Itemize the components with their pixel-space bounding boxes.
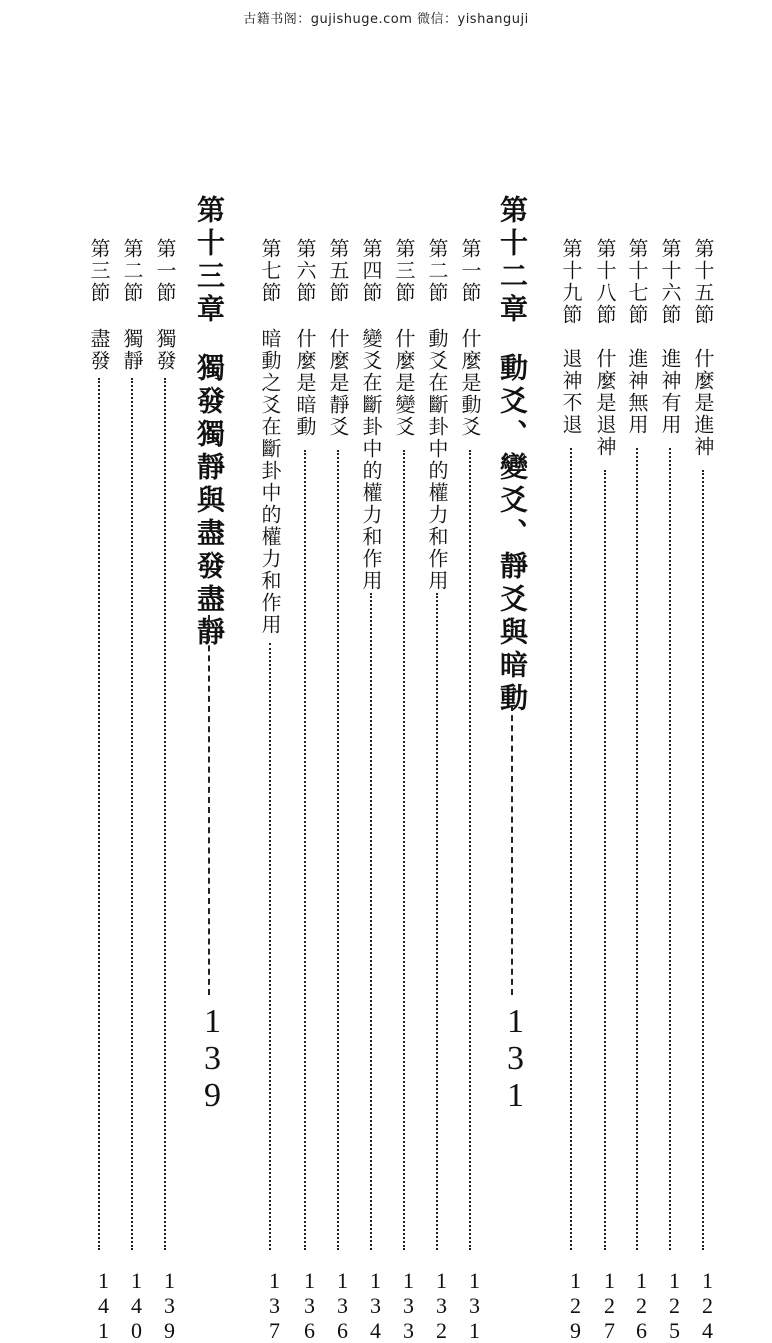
section-title: 什麼是暗動	[293, 328, 317, 438]
page-number: 139	[157, 1268, 182, 1343]
section-number: 第一節	[458, 238, 482, 304]
dot-leader	[269, 643, 271, 1250]
page-number: 137	[262, 1268, 287, 1343]
dot-leader	[304, 450, 306, 1250]
section-title: 什麼是變爻	[392, 328, 416, 438]
section-title: 什麼是靜爻	[326, 328, 350, 438]
toc-entry-ch12-s16[interactable]	[655, 238, 687, 1343]
section-title: 什麼是退神	[593, 348, 617, 458]
toc-entry-ch12-s4[interactable]	[356, 238, 388, 1343]
page-number: 131	[462, 1268, 487, 1343]
section-number: 第三節	[392, 238, 416, 304]
section-number: 第十六節	[658, 238, 682, 326]
section-number: 第十八節	[593, 238, 617, 326]
page-number: 140	[124, 1268, 149, 1343]
dot-leader	[469, 450, 471, 1250]
dot-leader	[337, 450, 339, 1250]
toc-entry-ch13-s1[interactable]	[150, 238, 182, 1343]
toc-entry-ch13-s2[interactable]	[117, 238, 149, 1343]
page-number: 125	[662, 1268, 687, 1343]
dot-leader	[436, 593, 438, 1250]
section-number: 第一節	[153, 238, 177, 304]
section-number: 第十五節	[691, 238, 715, 326]
section-number: 第七節	[258, 238, 282, 304]
chapter-title: 獨發獨靜與盡發盡靜	[193, 353, 226, 650]
dot-leader	[403, 450, 405, 1250]
toc-entry-ch12-s3[interactable]	[389, 238, 421, 1343]
section-title: 獨靜	[120, 328, 144, 372]
toc-entry-ch12-s1[interactable]	[455, 238, 487, 1343]
dot-leader	[570, 448, 572, 1250]
dot-leader	[604, 470, 606, 1250]
section-title: 變爻在斷卦中的權力和作用	[359, 328, 383, 592]
toc-entry-ch12-s19[interactable]	[556, 238, 588, 1343]
page-number: 131	[497, 1003, 534, 1114]
section-number: 第十九節	[559, 238, 583, 326]
dot-leader	[370, 593, 372, 1250]
toc-chapter-12[interactable]	[492, 195, 534, 1114]
section-title: 動爻在斷卦中的權力和作用	[425, 328, 449, 592]
section-title: 盡發	[87, 328, 111, 372]
section-title: 什麼是動爻	[458, 328, 482, 438]
section-title: 進神有用	[658, 348, 682, 436]
toc-entry-ch12-s6[interactable]	[290, 238, 322, 1343]
dot-leader	[702, 470, 704, 1250]
dot-leader	[98, 378, 100, 1250]
dot-leader	[636, 448, 638, 1250]
page-number: 134	[363, 1268, 388, 1343]
page-number: 136	[330, 1268, 355, 1343]
dot-leader	[669, 448, 671, 1250]
section-title: 暗動之爻在斷卦中的權力和作用	[258, 328, 282, 636]
section-title: 獨發	[153, 328, 177, 372]
section-number: 第二節	[425, 238, 449, 304]
page-number: 126	[629, 1268, 654, 1343]
section-number: 第十七節	[625, 238, 649, 326]
chapter-number: 第十三章	[193, 195, 226, 327]
section-title: 進神無用	[625, 348, 649, 436]
toc-chapter-13[interactable]	[189, 195, 231, 1114]
page-number: 139	[194, 1003, 231, 1114]
toc-entry-ch12-s7[interactable]	[255, 238, 287, 1343]
page-number: 129	[563, 1268, 588, 1343]
page-number: 127	[597, 1268, 622, 1343]
dash-leader	[511, 705, 513, 995]
section-number: 第四節	[359, 238, 383, 304]
section-number: 第三節	[87, 238, 111, 304]
page-number: 136	[297, 1268, 322, 1343]
chapter-title: 動爻、變爻、靜爻與暗動	[496, 353, 529, 716]
section-number: 第六節	[293, 238, 317, 304]
section-number: 第二節	[120, 238, 144, 304]
section-title: 退神不退	[559, 348, 583, 436]
dash-leader	[208, 615, 210, 995]
toc-entry-ch13-s3[interactable]	[84, 238, 116, 1343]
page-number: 133	[396, 1268, 421, 1343]
section-title: 什麼是進神	[691, 348, 715, 458]
dot-leader	[164, 378, 166, 1250]
chapter-number: 第十二章	[496, 195, 529, 327]
page-number: 132	[429, 1268, 454, 1343]
toc-entry-ch12-s2[interactable]	[422, 238, 454, 1343]
watermark: 古籍书阁：gujishuge.com 微信：yishanguji	[243, 12, 529, 27]
toc-entry-ch12-s17[interactable]	[622, 238, 654, 1343]
page-number: 141	[91, 1268, 116, 1343]
section-number: 第五節	[326, 238, 350, 304]
toc-entry-ch12-s18[interactable]	[590, 238, 622, 1343]
toc-entry-ch12-s15[interactable]	[688, 238, 720, 1343]
dot-leader	[131, 378, 133, 1250]
toc-entry-ch12-s5[interactable]	[323, 238, 355, 1343]
page-number: 124	[695, 1268, 720, 1343]
